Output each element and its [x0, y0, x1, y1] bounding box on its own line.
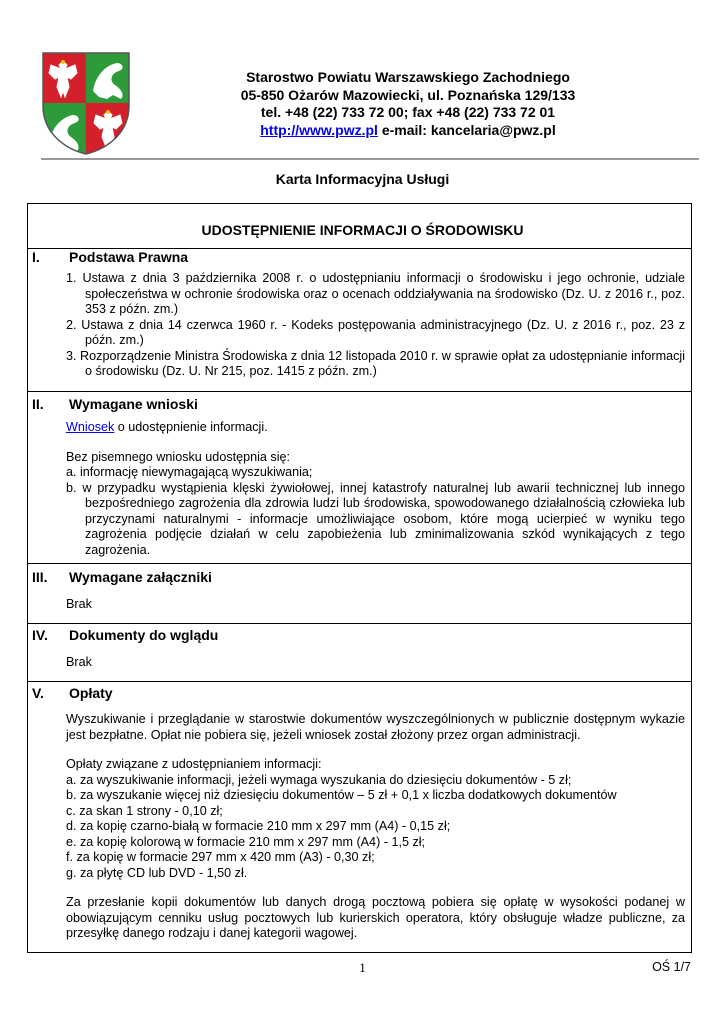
section-5-body — [66, 712, 685, 942]
card-title: Karta Informacyjna Usługi — [275, 171, 450, 187]
application-form-link[interactable]: Wniosek — [66, 420, 115, 434]
fee-item: g. za płytę CD lub DVD - 1,50 zł. — [66, 865, 248, 880]
application-description: o udostępnienie informacji. — [114, 420, 268, 434]
section-title: Wymagane załączniki — [69, 569, 212, 585]
fee-item: b. za wyszukanie więcej niż dziesięciu dokumentów – 5 zł + 0,1 x liczba dodatkowych dokumentów — [66, 788, 617, 802]
fee-item: e. za kopię kolorową w formacie 210 mm x 297 mm (A4) - 1,5 zł; — [66, 834, 426, 849]
office-contact — [150, 122, 666, 140]
coat-of-arms-logo — [41, 51, 131, 156]
section-divider — [27, 681, 692, 682]
fee-item: a. za wyszukiwanie informacji, jeżeli wymaga wyszukania do dziesięciu dokumentów - 5 zł; — [66, 772, 572, 787]
application-line — [66, 420, 685, 436]
fee-item: d. za kopię czarno-białą w formacie 210 mm x 297 mm (A4) - 0,15 zł; — [66, 819, 451, 833]
section-title: Dokumenty do wglądu — [69, 627, 219, 643]
section-title: Podstawa Prawna — [69, 249, 189, 265]
fee-item: f. za kopię w formacie 297 mm x 420 mm (A3) - 0,30 zł; — [66, 850, 375, 864]
header-divider — [41, 158, 699, 160]
section-divider — [27, 623, 692, 624]
section-title: Wymagane wnioski — [69, 396, 198, 412]
postage-paragraph: Za przesłanie kopii dokumentów lub danych drogą pocztową pobiera się opłatę w wysokości podanej w obowiązującym cenniku usług pocztowych lub kurierskich operatora, który obsługuje władze publiczne, za przesyłkę danego rodzaju i danej kategorii wagowej. — [66, 895, 685, 940]
section-number: I. — [32, 249, 40, 265]
office-address: 05-850 Ożarów Mazowiecki, ul. Poznańska 129/133 — [240, 86, 576, 103]
no-application-item: a. informację niewymagającą wyszukiwania; — [66, 465, 313, 479]
page-reference: OŚ 1/7 — [652, 960, 691, 974]
section-number: IV. — [32, 627, 48, 643]
office-name: Starostwo Powiatu Warszawskiego Zachodniego — [246, 69, 570, 85]
documents-text: Brak — [66, 655, 92, 669]
section-title: Opłaty — [69, 685, 113, 701]
legal-basis-item: 2. Ustawa z dnia 14 czerwca 1960 r. - Kodeks postępowania administracyjnego (Dz. U. z 2016 r., poz. 23 z późn. zm.) — [66, 317, 685, 347]
page-number: 1 — [359, 960, 366, 975]
office-phone-fax: tel. +48 (22) 733 72 00; fax +48 (22) 733 72 01 — [260, 104, 556, 120]
fees-intro: Opłaty związane z udostępnianiem informacji: — [66, 757, 322, 771]
document-title: UDOSTĘPNIENIE INFORMACJI O ŚRODOWISKU — [201, 222, 524, 238]
office-email: e-mail: kancelaria@pwz.pl — [381, 121, 556, 138]
section-divider — [27, 563, 692, 564]
section-number: V. — [32, 685, 44, 701]
section-number: III. — [32, 569, 48, 585]
website-link[interactable]: http://www.pwz.pl — [260, 121, 378, 138]
no-application-item: b. w przypadku wystąpienia klęski żywiołowej, innej katastrofy naturalnej lub awarii technicznej lub innego bezpośredniego zagrożenia dla zdrowia ludzi lub środowiska, spowodowanego działalnością człowieka lub przyczynami naturalnymi - informacje umożliwiające osobom, które mogą ucierpieć w wyniku tego zagrożenia podjęcie działań w celu zapobieżenia lub zminimalizowania szkód wynikających z tego zagrożenia. — [66, 480, 685, 557]
section-number: II. — [32, 396, 44, 412]
fee-item: c. za skan 1 strony - 0,10 zł; — [66, 803, 223, 818]
legal-basis-item: 1. Ustawa z dnia 3 października 2008 r. o udostępnianiu informacji o środowisku i jego ochronie, udziale społeczeństwa w ochronie środowiska oraz o ocenach oddziaływania na środowisko (Dz. U. z 2016 r., poz. 353 z późn. zm.) — [66, 271, 685, 316]
fees-paragraph: Wyszukiwanie i przeglądanie w starostwie dokumentów wyszczególnionych w publicznie dostępnym wykazie jest bezpłatne. Opłat nie pobiera się, jeżeli wniosek został złożony przez organ administracji. — [66, 712, 685, 742]
office-header — [150, 69, 666, 139]
legal-basis-item: 3. Rozporządzenie Ministra Środowiska z dnia 12 listopada 2010 r. w sprawie opłat za udostępnianie informacji o środowisku (Dz. U. Nr 215, poz. 1415 z późn. zm.) — [66, 348, 685, 378]
section-1-body — [66, 271, 685, 380]
no-application-intro: Bez pisemnego wniosku udostępnia się: — [66, 449, 291, 464]
section-2-body — [66, 420, 685, 558]
section-divider — [27, 391, 692, 392]
attachments-text: Brak — [66, 597, 92, 611]
